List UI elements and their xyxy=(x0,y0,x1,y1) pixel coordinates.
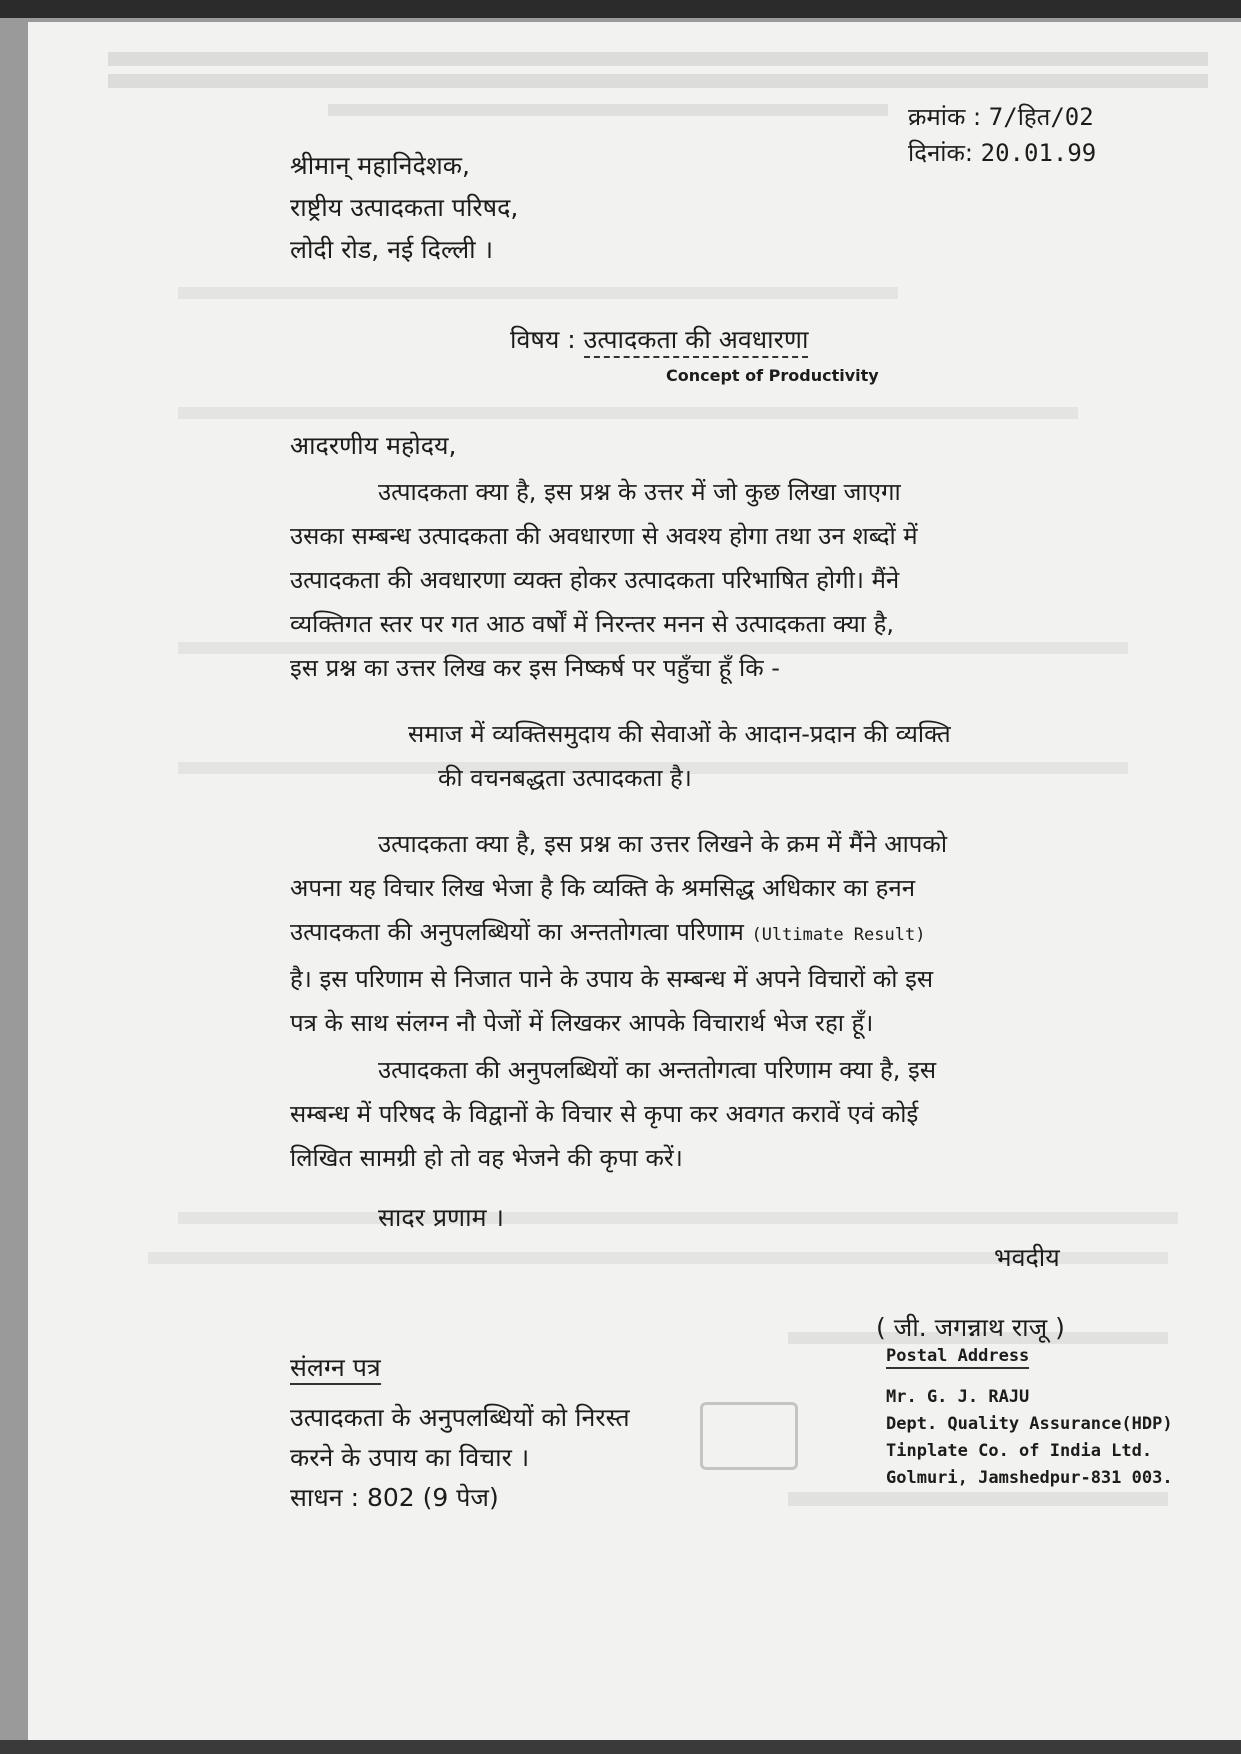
paragraph-3-line: उत्पादकता की अनुपलब्धियों का अन्ततोगत्वा परिणाम क्या है, इस xyxy=(378,1056,937,1084)
postal-address-line: Dept. Quality Assurance(HDP) xyxy=(886,1414,1173,1434)
reference-number-label: क्रमांक : xyxy=(908,103,982,131)
paragraph-2-line: उत्पादकता क्या है, इस प्रश्न का उत्तर लिखने के क्रम में मैंने आपको xyxy=(378,830,948,858)
bleed-through-header xyxy=(108,52,1208,66)
paragraph-2-line: है। इस परिणाम से निजात पाने के उपाय के सम्बन्ध में अपने विचारों को इस xyxy=(290,965,934,993)
paragraph-1-line: उत्पादकता क्या है, इस प्रश्न के उत्तर में जो कुछ लिखा जाएगा xyxy=(378,478,901,506)
paragraph-3-line: लिखित सामग्री हो तो वह भेजने की कृपा करें। xyxy=(290,1144,683,1172)
date-value: 20.01.99 xyxy=(980,139,1097,167)
postal-address-line: Golmuri, Jamshedpur-831 003. xyxy=(886,1468,1173,1488)
productivity-definition xyxy=(408,712,951,800)
bleed-through-header xyxy=(108,74,1208,88)
addressee-line-1: श्रीमान् महानिदेशक, xyxy=(290,151,470,180)
closing-greeting: सादर प्रणाम । xyxy=(378,1203,504,1232)
postal-address xyxy=(886,1384,1173,1492)
ultimate-result-note: (Ultimate Result) xyxy=(751,925,926,945)
letter-date xyxy=(908,138,1096,168)
salutation: आदरणीय महोदय, xyxy=(290,431,457,460)
subject-label: विषय : xyxy=(510,325,576,354)
postal-address-line: Mr. G. J. RAJU xyxy=(886,1387,1030,1407)
enclosure-line: उत्पादकता के अनुपलब्धियों को निरस्त xyxy=(290,1403,630,1432)
paragraph-2-line: पत्र के साथ संलग्न नौ पेजों में लिखकर आपके विचारार्थ भेज रहा हूँ। xyxy=(290,1009,874,1037)
enclosure-line: करने के उपाय का विचार । xyxy=(290,1443,530,1472)
bleed-through-logo xyxy=(700,1402,798,1470)
bleed-through-text xyxy=(178,407,1078,419)
bleed-through-header xyxy=(328,104,888,116)
subject-line xyxy=(510,324,808,356)
scan-bottom-edge xyxy=(0,1740,1241,1754)
addressee-line-3: लोदी रोड, नई दिल्ली । xyxy=(290,235,494,264)
paragraph-1-line: उत्पादकता की अवधारणा व्यक्त होकर उत्पादकता परिभाषित होगी। मैंने xyxy=(290,566,900,594)
bleed-through-text xyxy=(178,287,898,299)
reference-number-value: 7/हित/02 xyxy=(988,103,1094,131)
bleed-through-text xyxy=(178,1212,1178,1224)
subject-hindi: उत्पादकता की अवधारणा xyxy=(584,325,809,358)
postal-address-line: Tinplate Co. of India Ltd. xyxy=(886,1441,1153,1461)
yours-faithfully: भवदीय xyxy=(994,1243,1060,1272)
letter-page xyxy=(28,22,1241,1742)
enclosure-details xyxy=(290,1398,630,1518)
scan-top-edge xyxy=(0,0,1241,18)
bleed-through-text xyxy=(788,1492,1168,1506)
paragraph-1-line: उसका सम्बन्ध उत्पादकता की अवधारणा से अवश्य होगा तथा उन शब्दों में xyxy=(290,522,918,550)
postal-address-title xyxy=(886,1346,1029,1366)
postal-address-title-text: Postal Address xyxy=(886,1346,1029,1369)
paragraph-3-line: सम्बन्ध में परिषद के विद्वानों के विचार से कृपा कर अवगत करावें एवं कोई xyxy=(290,1100,919,1128)
definition-line: समाज में व्यक्तिसमुदाय की सेवाओं के आदान-प्रदान की व्यक्ति xyxy=(408,720,951,748)
enclosure-title-text: संलग्न पत्र xyxy=(290,1353,381,1385)
definition-line: की वचनबद्धता उत्पादकता है। xyxy=(438,764,692,792)
paragraph-2-line: अपना यह विचार लिख भेजा है कि व्यक्ति के श्रमसिद्ध अधिकार का हनन xyxy=(290,874,916,902)
enclosure-title xyxy=(290,1352,381,1384)
enclosure-line: साधन : 802 (9 पेज) xyxy=(290,1483,499,1512)
paragraph-1-line: इस प्रश्न का उत्तर लिख कर इस निष्कर्ष पर पहुँचा हूँ कि - xyxy=(290,654,780,682)
paragraph-2-text: उत्पादकता की अनुपलब्धियों का अन्ततोगत्वा परिणाम xyxy=(290,918,744,946)
paragraph-1-line: व्यक्तिगत स्तर पर गत आठ वर्षों में निरन्तर मनन से उत्पादकता क्या है, xyxy=(290,610,894,638)
reference-number xyxy=(908,102,1094,132)
paragraph-2-line xyxy=(290,910,1190,957)
paragraph-2 xyxy=(290,822,1190,1045)
date-label: दिनांक: xyxy=(908,139,974,167)
addressee-line-2: राष्ट्रीय उत्पादकता परिषद, xyxy=(290,193,519,222)
subject-english: Concept of Productivity xyxy=(666,366,879,385)
paragraph-3 xyxy=(290,1048,1190,1180)
paragraph-1 xyxy=(290,470,1170,690)
signature-name: ( जी. जगन्नाथ राजू ) xyxy=(876,1313,1065,1342)
